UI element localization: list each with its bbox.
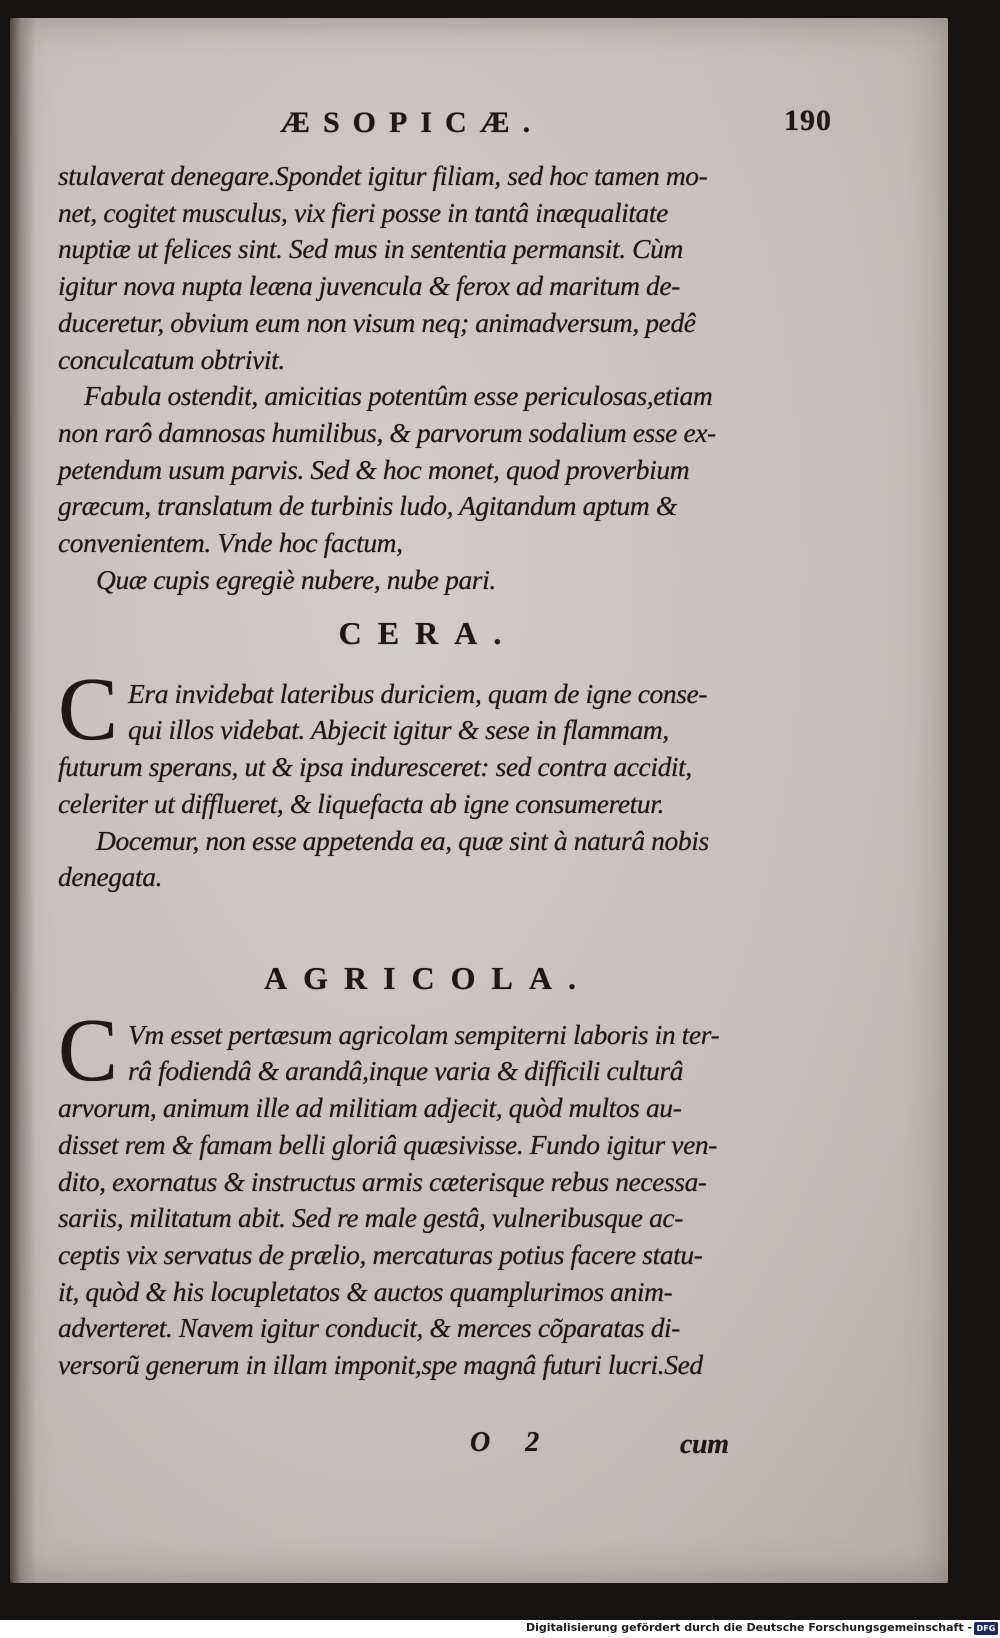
- text-line: râ fodiendâ & arandâ,inque varia & difficili culturâ: [128, 1055, 684, 1087]
- funding-credit: Digitalisierung gefördert durch die Deutsche Forschungsgemeinschaft -: [525, 1621, 972, 1634]
- text-line: Fabula ostendit, amicitias potentûm esse periculosas,etiam: [84, 380, 713, 412]
- text-line: dito, exornatus & instructus armis cæterisque rebus necessa-: [58, 1165, 707, 1197]
- text-line: convenientem. Vnde hoc factum,: [58, 527, 403, 559]
- section-cera: [58, 615, 798, 896]
- intro-paragraph: [58, 158, 798, 598]
- text-line: igitur nova nupta leæna juvencula & ferox ad maritum de-: [58, 270, 680, 302]
- page-gutter-shadow: [10, 18, 36, 1583]
- text-line: Era invidebat lateribus duriciem, quam de igne conse-: [128, 677, 708, 709]
- text-line: denegata.: [58, 861, 163, 893]
- text-line: adverteret. Navem igitur conducit, & merces cõparatas di-: [58, 1312, 681, 1344]
- text-line: it, quòd & his locupletatos & auctos quamplurimos anim-: [58, 1275, 673, 1307]
- catchword: cum: [680, 1429, 729, 1460]
- text-line: versorũ generum in illam imponit,spe magnâ futuri lucri.Sed: [58, 1349, 703, 1381]
- text-line: sariis, militatum abit. Sed re male gestâ, vulneribusque ac-: [58, 1202, 683, 1234]
- text-line: nuptiæ ut felices sint. Sed mus in sententia permansit. Cùm: [58, 233, 683, 265]
- drop-cap: C: [58, 1000, 118, 1100]
- section-agricola: [58, 960, 798, 1384]
- section-heading-cera: CERA.: [338, 615, 518, 651]
- cera-paragraph: [58, 659, 798, 896]
- text-line: Vm esset pertæsum agricolam sempiterni laboris in ter-: [128, 1018, 720, 1050]
- text-line: conculcatum obtrivit.: [58, 343, 285, 375]
- text-line: disset rem & famam belli gloriâ quæsivisse. Fundo igitur ven-: [58, 1128, 717, 1160]
- signature-mark: O 2: [470, 1427, 554, 1458]
- text-line: Docemur, non esse appetenda ea, quæ sint à naturâ nobis: [96, 824, 709, 856]
- dfg-logo: DFG: [974, 1622, 998, 1635]
- page-number: 190: [784, 104, 832, 137]
- section-heading-agricola: AGRICOLA.: [263, 960, 592, 996]
- digitization-footer: [0, 1620, 1000, 1638]
- page-foot: [0, 1425, 938, 1465]
- agricola-paragraph: [58, 1000, 798, 1384]
- drop-cap: C: [58, 659, 118, 759]
- text-line: net, cogitet musculus, vix fieri posse in tantâ inæqualitate: [58, 196, 668, 228]
- text-line: arvorum, animum ille ad militiam adjecit, quòd multos au-: [58, 1092, 682, 1124]
- text-line: non rarô damnosas humilibus, & parvorum sodalium esse ex-: [58, 416, 716, 448]
- text-line: ceptis vix servatus de prælio, mercaturas potius facere statu-: [58, 1238, 703, 1270]
- running-head-title: ÆSOPICÆ.: [280, 106, 544, 139]
- text-line: græcum, translatum de turbinis ludo, Agitandum aptum &: [58, 490, 677, 522]
- running-head: [280, 105, 840, 145]
- text-line: celeriter ut difflueret, & liquefacta ab igne consumeretur.: [58, 787, 664, 819]
- text-line: duceretur, obvium eum non visum neq; animadversum, pedê: [58, 306, 696, 338]
- text-line: futurum sperans, ut & ipsa induresceret: sed contra accidit,: [58, 751, 692, 783]
- text-line: stulaverat denegare.Spondet igitur filiam, sed hoc tamen mo-: [58, 160, 708, 191]
- verse-line: Quæ cupis egregiè nubere, nube pari.: [96, 563, 496, 595]
- text-line: qui illos videbat. Abjecit igitur & sese in flammam,: [128, 714, 669, 746]
- text-line: petendum usum parvis. Sed & hoc monet, quod proverbium: [58, 453, 690, 485]
